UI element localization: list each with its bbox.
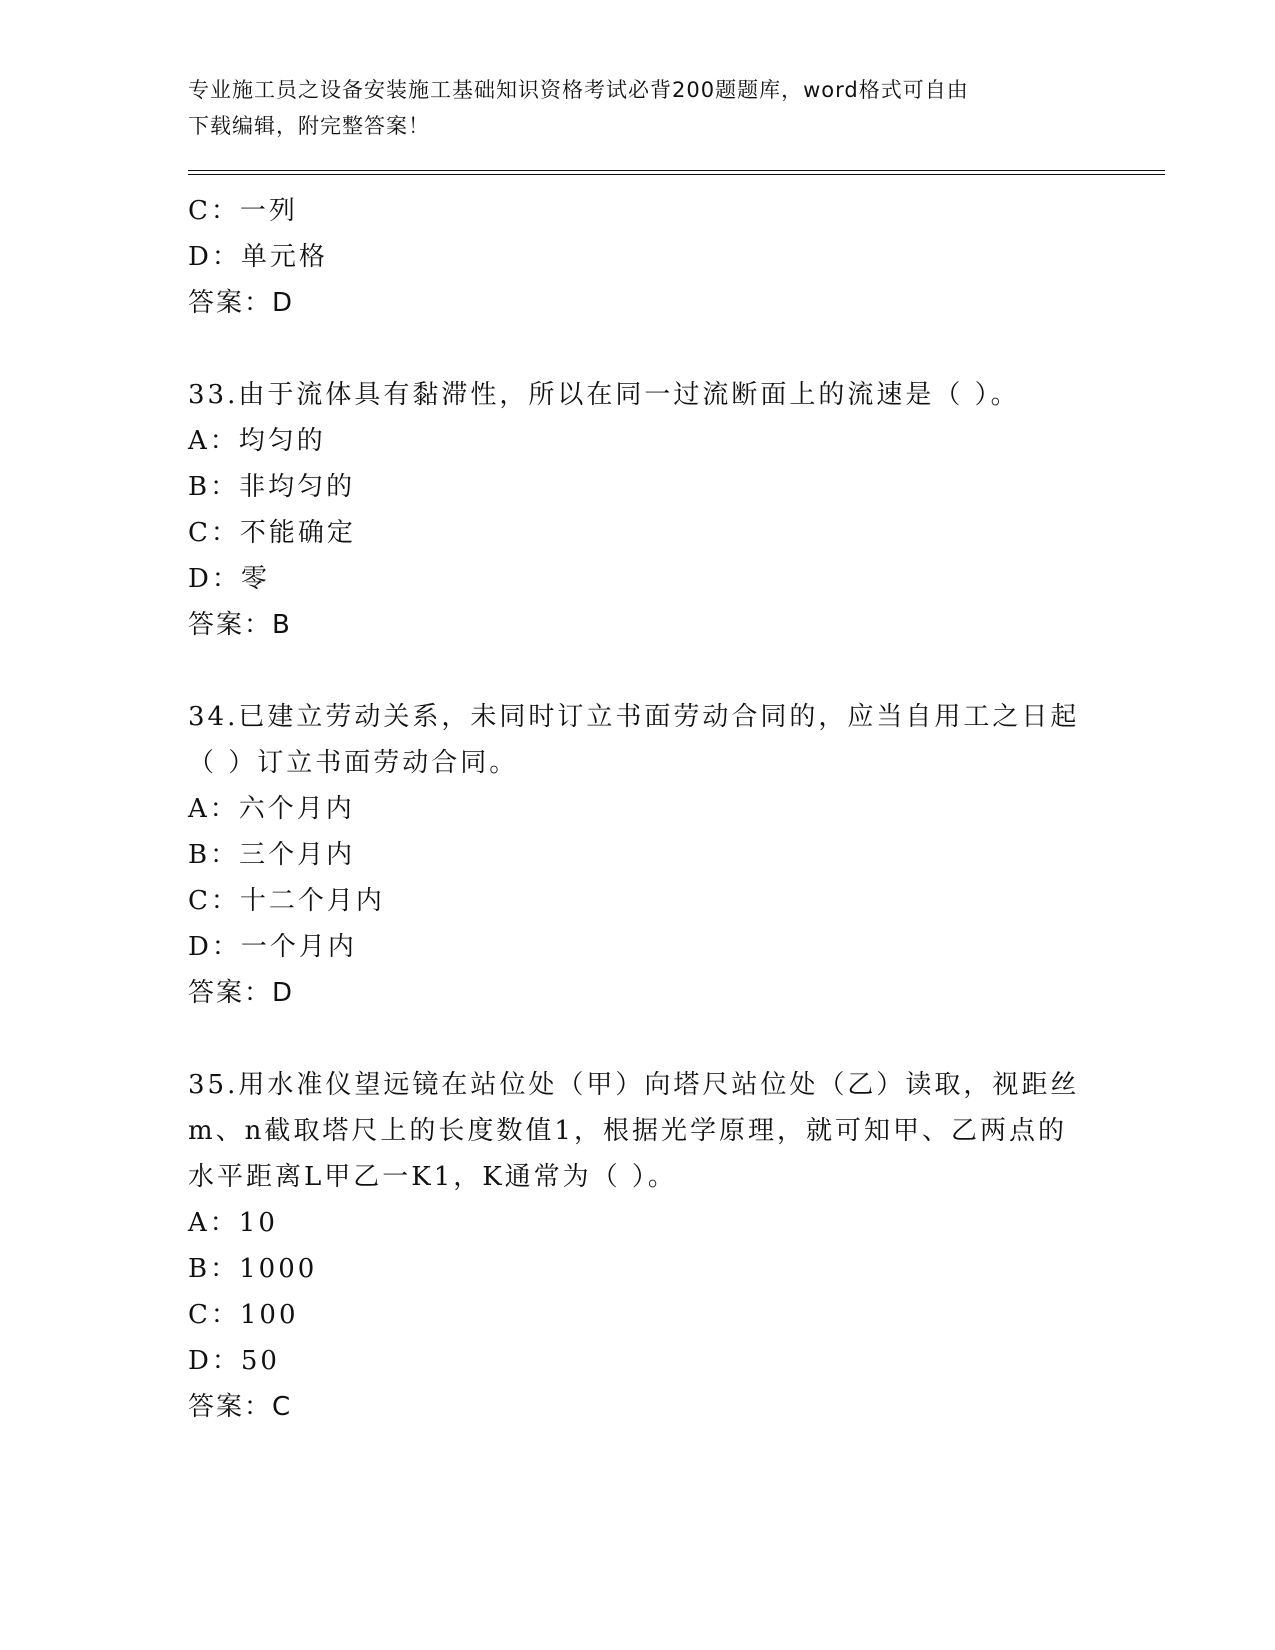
option-d: D：一个月内 <box>188 932 357 962</box>
question-text: 33.由于流体具有黏滞性，所以在同一过流断面上的流速是（ ）。 <box>188 380 1020 410</box>
header-line-1: 专业施工员之设备安装施工基础知识资格考试必背200题题库，word格式可自由 <box>188 78 969 102</box>
document-header <box>188 72 1088 144</box>
question-text: 水平距离L甲乙一K1，K通常为（ ）。 <box>188 1162 677 1192</box>
question-34 <box>188 694 1088 1016</box>
question-text: （ ）订立书面劳动合同。 <box>188 748 519 778</box>
question-35 <box>188 1062 1088 1430</box>
option-c: C：100 <box>188 1300 299 1330</box>
option-c: C：一列 <box>188 196 298 226</box>
answer-line: 答案：D <box>188 288 295 318</box>
spacer <box>188 1016 1088 1062</box>
question-32-fragment <box>188 188 1088 326</box>
header-rule-bottom <box>188 174 1165 175</box>
answer-line: 答案：B <box>188 610 292 640</box>
option-d: D：单元格 <box>188 242 328 272</box>
answer-line: 答案：C <box>188 1392 293 1422</box>
question-text: 34.已建立劳动关系，未同时订立书面劳动合同的，应当自用工之日起 <box>188 702 1080 732</box>
option-a: A：均匀的 <box>188 426 326 456</box>
question-text: m、n截取塔尺上的长度数值1，根据光学原理，就可知甲、乙两点的 <box>188 1116 1067 1146</box>
question-33 <box>188 372 1088 648</box>
option-d: D：50 <box>188 1346 280 1376</box>
answer-line: 答案：D <box>188 978 295 1008</box>
option-a: A：六个月内 <box>188 794 355 824</box>
spacer <box>188 326 1088 372</box>
question-text: 35.用水准仪望远镜在站位处（甲）向塔尺站位处（乙）读取，视距丝 <box>188 1070 1080 1100</box>
header-line-2: 下载编辑，附完整答案！ <box>188 114 430 138</box>
option-b: B：非均匀的 <box>188 472 356 502</box>
option-d: D：零 <box>188 564 270 594</box>
question-list <box>188 188 1088 1430</box>
option-c: C：不能确定 <box>188 518 356 548</box>
option-b: B：1000 <box>188 1254 318 1284</box>
option-b: B：三个月内 <box>188 840 356 870</box>
spacer <box>188 648 1088 694</box>
header-rule-top <box>188 170 1165 171</box>
option-a: A：10 <box>188 1208 278 1238</box>
option-c: C：十二个月内 <box>188 886 385 916</box>
